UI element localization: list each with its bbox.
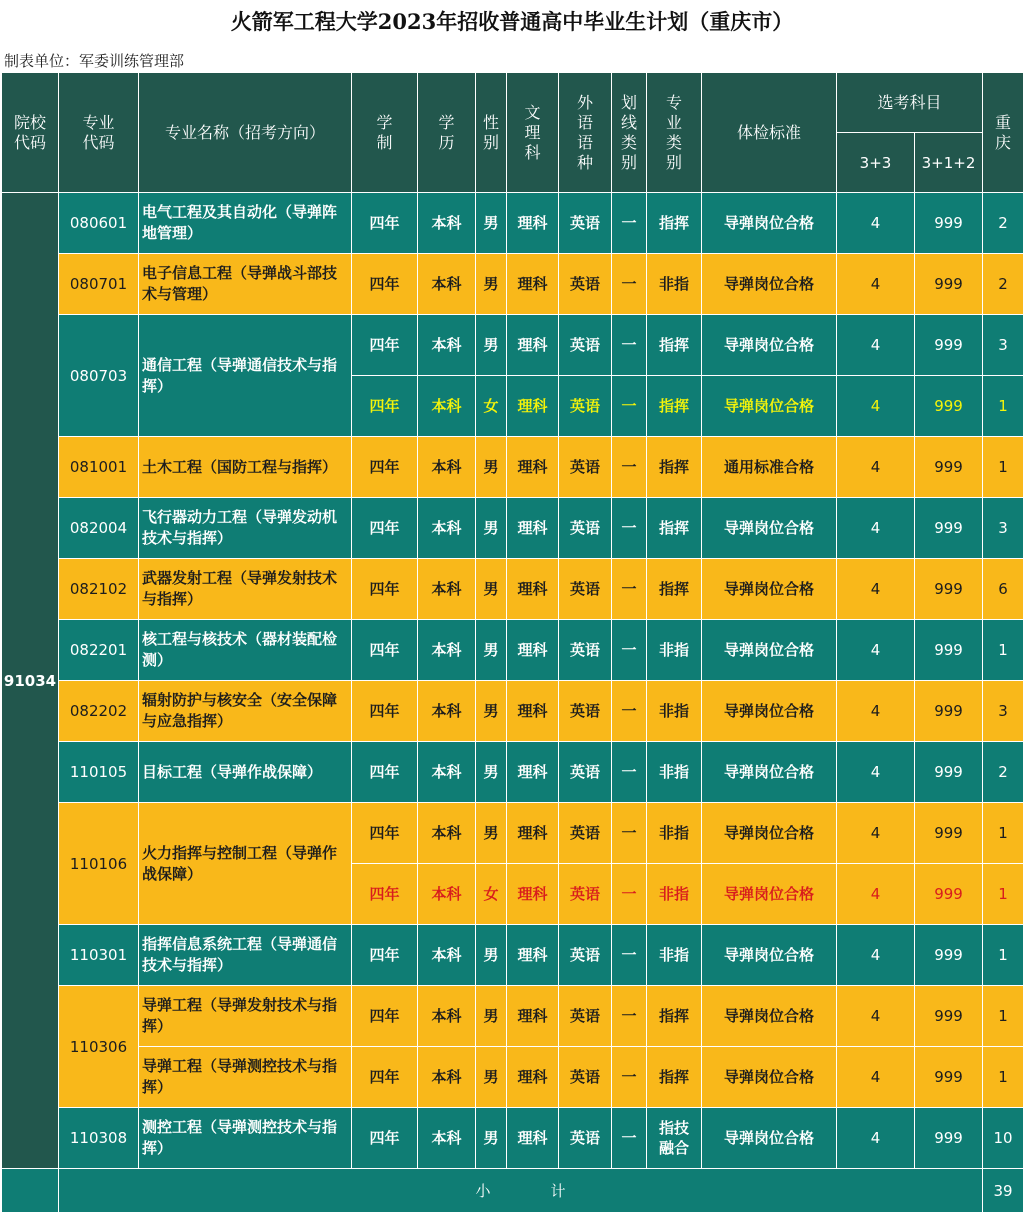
major-type-cell: 指挥 xyxy=(647,437,702,498)
quota-cell: 2 xyxy=(983,742,1024,803)
major-code: 082201 xyxy=(59,620,139,681)
gender-cell: 女 xyxy=(476,376,507,437)
track-cell: 理科 xyxy=(507,925,559,986)
degree-cell: 本科 xyxy=(418,986,476,1047)
quota-cell: 1 xyxy=(983,376,1024,437)
major-name: 土木工程（国防工程与指挥） xyxy=(139,437,352,498)
degree-cell: 本科 xyxy=(418,1047,476,1108)
major-code: 082202 xyxy=(59,681,139,742)
subtotal-label: 小计 xyxy=(59,1169,983,1213)
sub1-cell: 4 xyxy=(837,376,915,437)
degree-cell: 本科 xyxy=(418,254,476,315)
quota-cell: 1 xyxy=(983,925,1024,986)
major-code: 081001 xyxy=(59,437,139,498)
sub2-cell: 999 xyxy=(915,620,983,681)
header-gender: 性别 xyxy=(476,73,507,193)
duration-cell: 四年 xyxy=(352,864,418,925)
line-type-cell: 一 xyxy=(612,803,647,864)
physical-cell: 导弹岗位合格 xyxy=(702,742,837,803)
track-cell: 理科 xyxy=(507,193,559,254)
major-code: 082102 xyxy=(59,559,139,620)
sub2-cell: 999 xyxy=(915,803,983,864)
track-cell: 理科 xyxy=(507,681,559,742)
enrollment-table xyxy=(1,72,1024,1213)
page-title: 火箭军工程大学2023年招收普通高中毕业生计划（重庆市） xyxy=(230,9,794,34)
gender-cell: 女 xyxy=(476,864,507,925)
track-cell: 理科 xyxy=(507,986,559,1047)
major-type-cell: 指挥 xyxy=(647,986,702,1047)
quota-cell: 10 xyxy=(983,1108,1024,1169)
major-code: 080701 xyxy=(59,254,139,315)
physical-cell: 导弹岗位合格 xyxy=(702,1047,837,1108)
language-cell: 英语 xyxy=(559,437,612,498)
table-row xyxy=(2,315,1024,376)
major-name: 指挥信息系统工程（导弹通信技术与指挥） xyxy=(139,925,352,986)
gender-cell: 男 xyxy=(476,925,507,986)
duration-cell: 四年 xyxy=(352,498,418,559)
gender-cell: 男 xyxy=(476,986,507,1047)
major-name: 导弹工程（导弹测控技术与指挥） xyxy=(139,1047,352,1108)
language-cell: 英语 xyxy=(559,193,612,254)
sub2-cell: 999 xyxy=(915,559,983,620)
table-row xyxy=(2,742,1024,803)
table-row xyxy=(2,1047,1024,1108)
language-cell: 英语 xyxy=(559,254,612,315)
sub1-cell: 4 xyxy=(837,742,915,803)
org-label: 制表单位：军委训练管理部 xyxy=(4,52,185,70)
degree-cell: 本科 xyxy=(418,620,476,681)
major-name: 导弹工程（导弹发射技术与指挥） xyxy=(139,986,352,1047)
sub2-cell: 999 xyxy=(915,986,983,1047)
degree-cell: 本科 xyxy=(418,437,476,498)
language-cell: 英语 xyxy=(559,559,612,620)
language-cell: 英语 xyxy=(559,742,612,803)
sub2-cell: 999 xyxy=(915,254,983,315)
line-type-cell: 一 xyxy=(612,681,647,742)
header-province: 重庆 xyxy=(983,73,1024,193)
table-row xyxy=(2,925,1024,986)
sub2-cell: 999 xyxy=(915,681,983,742)
quota-cell: 2 xyxy=(983,254,1024,315)
track-cell: 理科 xyxy=(507,437,559,498)
track-cell: 理科 xyxy=(507,254,559,315)
physical-cell: 导弹岗位合格 xyxy=(702,864,837,925)
major-type-cell: 非指 xyxy=(647,742,702,803)
language-cell: 英语 xyxy=(559,986,612,1047)
duration-cell: 四年 xyxy=(352,254,418,315)
major-type-cell: 指挥 xyxy=(647,193,702,254)
degree-cell: 本科 xyxy=(418,1108,476,1169)
duration-cell: 四年 xyxy=(352,1108,418,1169)
duration-cell: 四年 xyxy=(352,1047,418,1108)
language-cell: 英语 xyxy=(559,681,612,742)
major-code: 080601 xyxy=(59,193,139,254)
sub2-cell: 999 xyxy=(915,498,983,559)
sub1-cell: 4 xyxy=(837,193,915,254)
sub2-cell: 999 xyxy=(915,864,983,925)
gender-cell: 男 xyxy=(476,193,507,254)
track-cell: 理科 xyxy=(507,376,559,437)
major-type-cell: 非指 xyxy=(647,620,702,681)
gender-cell: 男 xyxy=(476,498,507,559)
sub1-cell: 4 xyxy=(837,681,915,742)
sub1-cell: 4 xyxy=(837,315,915,376)
subtotal-value: 39 xyxy=(983,1169,1024,1213)
gender-cell: 男 xyxy=(476,681,507,742)
gender-cell: 男 xyxy=(476,254,507,315)
sub1-cell: 4 xyxy=(837,925,915,986)
gender-cell: 男 xyxy=(476,1108,507,1169)
track-cell: 理科 xyxy=(507,803,559,864)
sub1-cell: 4 xyxy=(837,1047,915,1108)
major-code: 110105 xyxy=(59,742,139,803)
physical-cell: 通用标准合格 xyxy=(702,437,837,498)
language-cell: 英语 xyxy=(559,1047,612,1108)
quota-cell: 3 xyxy=(983,681,1024,742)
quota-cell: 1 xyxy=(983,620,1024,681)
sub2-cell: 999 xyxy=(915,193,983,254)
line-type-cell: 一 xyxy=(612,986,647,1047)
duration-cell: 四年 xyxy=(352,559,418,620)
gender-cell: 男 xyxy=(476,1047,507,1108)
header-subjects: 选考科目 xyxy=(837,73,983,133)
quota-cell: 1 xyxy=(983,1047,1024,1108)
quota-cell: 1 xyxy=(983,437,1024,498)
sub2-cell: 999 xyxy=(915,1047,983,1108)
major-type-cell: 非指 xyxy=(647,681,702,742)
duration-cell: 四年 xyxy=(352,986,418,1047)
sub2-cell: 999 xyxy=(915,437,983,498)
duration-cell: 四年 xyxy=(352,620,418,681)
table-row xyxy=(2,620,1024,681)
table-row xyxy=(2,254,1024,315)
table-row xyxy=(2,986,1024,1047)
track-cell: 理科 xyxy=(507,315,559,376)
table-row xyxy=(2,437,1024,498)
line-type-cell: 一 xyxy=(612,376,647,437)
physical-cell: 导弹岗位合格 xyxy=(702,193,837,254)
header-sub-3-3: 3+3 xyxy=(837,133,915,193)
physical-cell: 导弹岗位合格 xyxy=(702,498,837,559)
line-type-cell: 一 xyxy=(612,925,647,986)
school-code-cell: 91034 xyxy=(2,193,59,1169)
language-cell: 英语 xyxy=(559,1108,612,1169)
sub1-cell: 4 xyxy=(837,620,915,681)
degree-cell: 本科 xyxy=(418,193,476,254)
physical-cell: 导弹岗位合格 xyxy=(702,559,837,620)
header-language: 外语语种 xyxy=(559,73,612,193)
table-row xyxy=(2,559,1024,620)
gender-cell: 男 xyxy=(476,559,507,620)
table-row xyxy=(2,681,1024,742)
major-name: 电气工程及其自动化（导弹阵地管理） xyxy=(139,193,352,254)
header-track: 文理科 xyxy=(507,73,559,193)
sub1-cell: 4 xyxy=(837,864,915,925)
major-code: 110106 xyxy=(59,803,139,925)
major-type-cell: 指挥 xyxy=(647,315,702,376)
degree-cell: 本科 xyxy=(418,315,476,376)
language-cell: 英语 xyxy=(559,864,612,925)
major-name: 核工程与核技术（器材装配检测） xyxy=(139,620,352,681)
line-type-cell: 一 xyxy=(612,620,647,681)
gender-cell: 男 xyxy=(476,742,507,803)
major-code: 110301 xyxy=(59,925,139,986)
major-name: 通信工程（导弹通信技术与指挥） xyxy=(139,315,352,437)
line-type-cell: 一 xyxy=(612,559,647,620)
duration-cell: 四年 xyxy=(352,742,418,803)
physical-cell: 导弹岗位合格 xyxy=(702,803,837,864)
track-cell: 理科 xyxy=(507,864,559,925)
track-cell: 理科 xyxy=(507,498,559,559)
degree-cell: 本科 xyxy=(418,803,476,864)
major-type-cell: 非指 xyxy=(647,925,702,986)
quota-cell: 1 xyxy=(983,864,1024,925)
major-name: 武器发射工程（导弹发射技术与指挥） xyxy=(139,559,352,620)
header-major-name: 专业名称（招考方向） xyxy=(139,73,352,193)
sub1-cell: 4 xyxy=(837,1108,915,1169)
major-type-cell: 指挥 xyxy=(647,498,702,559)
track-cell: 理科 xyxy=(507,742,559,803)
header-physical: 体检标准 xyxy=(702,73,837,193)
duration-cell: 四年 xyxy=(352,315,418,376)
line-type-cell: 一 xyxy=(612,1047,647,1108)
header-major-type: 专业类别 xyxy=(647,73,702,193)
sub1-cell: 4 xyxy=(837,498,915,559)
gender-cell: 男 xyxy=(476,620,507,681)
degree-cell: 本科 xyxy=(418,742,476,803)
gender-cell: 男 xyxy=(476,803,507,864)
sub2-cell: 999 xyxy=(915,315,983,376)
degree-cell: 本科 xyxy=(418,925,476,986)
major-name: 飞行器动力工程（导弹发动机技术与指挥） xyxy=(139,498,352,559)
major-name: 测控工程（导弹测控技术与指挥） xyxy=(139,1108,352,1169)
header-sub-3-1-2: 3+1+2 xyxy=(915,133,983,193)
physical-cell: 导弹岗位合格 xyxy=(702,315,837,376)
subtotal-row xyxy=(2,1169,1024,1213)
physical-cell: 导弹岗位合格 xyxy=(702,925,837,986)
track-cell: 理科 xyxy=(507,559,559,620)
physical-cell: 导弹岗位合格 xyxy=(702,1108,837,1169)
degree-cell: 本科 xyxy=(418,498,476,559)
major-type-cell: 指挥 xyxy=(647,1047,702,1108)
subtotal-blank xyxy=(2,1169,59,1213)
major-type-cell: 非指 xyxy=(647,803,702,864)
line-type-cell: 一 xyxy=(612,498,647,559)
major-type-cell: 指挥 xyxy=(647,376,702,437)
line-type-cell: 一 xyxy=(612,315,647,376)
language-cell: 英语 xyxy=(559,925,612,986)
physical-cell: 导弹岗位合格 xyxy=(702,620,837,681)
sub1-cell: 4 xyxy=(837,437,915,498)
major-code: 082004 xyxy=(59,498,139,559)
physical-cell: 导弹岗位合格 xyxy=(702,986,837,1047)
sub1-cell: 4 xyxy=(837,986,915,1047)
major-type-cell: 非指 xyxy=(647,254,702,315)
language-cell: 英语 xyxy=(559,376,612,437)
quota-cell: 6 xyxy=(983,559,1024,620)
track-cell: 理科 xyxy=(507,620,559,681)
sub1-cell: 4 xyxy=(837,559,915,620)
line-type-cell: 一 xyxy=(612,437,647,498)
major-type-cell: 指技融合 xyxy=(647,1108,702,1169)
header-school-code: 院校代码 xyxy=(2,73,59,193)
header-duration: 学制 xyxy=(352,73,418,193)
line-type-cell: 一 xyxy=(612,254,647,315)
degree-cell: 本科 xyxy=(418,376,476,437)
table-row xyxy=(2,193,1024,254)
quota-cell: 1 xyxy=(983,803,1024,864)
gender-cell: 男 xyxy=(476,315,507,376)
duration-cell: 四年 xyxy=(352,681,418,742)
duration-cell: 四年 xyxy=(352,193,418,254)
gender-cell: 男 xyxy=(476,437,507,498)
table-row xyxy=(2,498,1024,559)
physical-cell: 导弹岗位合格 xyxy=(702,254,837,315)
line-type-cell: 一 xyxy=(612,1108,647,1169)
major-name: 目标工程（导弹作战保障） xyxy=(139,742,352,803)
duration-cell: 四年 xyxy=(352,803,418,864)
duration-cell: 四年 xyxy=(352,925,418,986)
duration-cell: 四年 xyxy=(352,437,418,498)
language-cell: 英语 xyxy=(559,315,612,376)
sub2-cell: 999 xyxy=(915,925,983,986)
degree-cell: 本科 xyxy=(418,559,476,620)
quota-cell: 3 xyxy=(983,315,1024,376)
header-degree: 学历 xyxy=(418,73,476,193)
line-type-cell: 一 xyxy=(612,193,647,254)
degree-cell: 本科 xyxy=(418,864,476,925)
quota-cell: 3 xyxy=(983,498,1024,559)
major-code: 110306 xyxy=(59,986,139,1108)
sub1-cell: 4 xyxy=(837,803,915,864)
physical-cell: 导弹岗位合格 xyxy=(702,376,837,437)
major-type-cell: 指挥 xyxy=(647,559,702,620)
degree-cell: 本科 xyxy=(418,681,476,742)
language-cell: 英语 xyxy=(559,803,612,864)
major-name: 火力指挥与控制工程（导弹作战保障） xyxy=(139,803,352,925)
header-major-code: 专业代码 xyxy=(59,73,139,193)
quota-cell: 2 xyxy=(983,193,1024,254)
line-type-cell: 一 xyxy=(612,864,647,925)
language-cell: 英语 xyxy=(559,498,612,559)
sub2-cell: 999 xyxy=(915,742,983,803)
track-cell: 理科 xyxy=(507,1108,559,1169)
major-code: 110308 xyxy=(59,1108,139,1169)
sub2-cell: 999 xyxy=(915,1108,983,1169)
major-type-cell: 非指 xyxy=(647,864,702,925)
sub1-cell: 4 xyxy=(837,254,915,315)
major-name: 辐射防护与核安全（安全保障与应急指挥） xyxy=(139,681,352,742)
major-name: 电子信息工程（导弹战斗部技术与管理） xyxy=(139,254,352,315)
table-row xyxy=(2,803,1024,864)
sub2-cell: 999 xyxy=(915,376,983,437)
physical-cell: 导弹岗位合格 xyxy=(702,681,837,742)
track-cell: 理科 xyxy=(507,1047,559,1108)
language-cell: 英语 xyxy=(559,620,612,681)
major-code: 080703 xyxy=(59,315,139,437)
duration-cell: 四年 xyxy=(352,376,418,437)
header-line-type: 划线类别 xyxy=(612,73,647,193)
quota-cell: 1 xyxy=(983,986,1024,1047)
table-row xyxy=(2,1108,1024,1169)
line-type-cell: 一 xyxy=(612,742,647,803)
